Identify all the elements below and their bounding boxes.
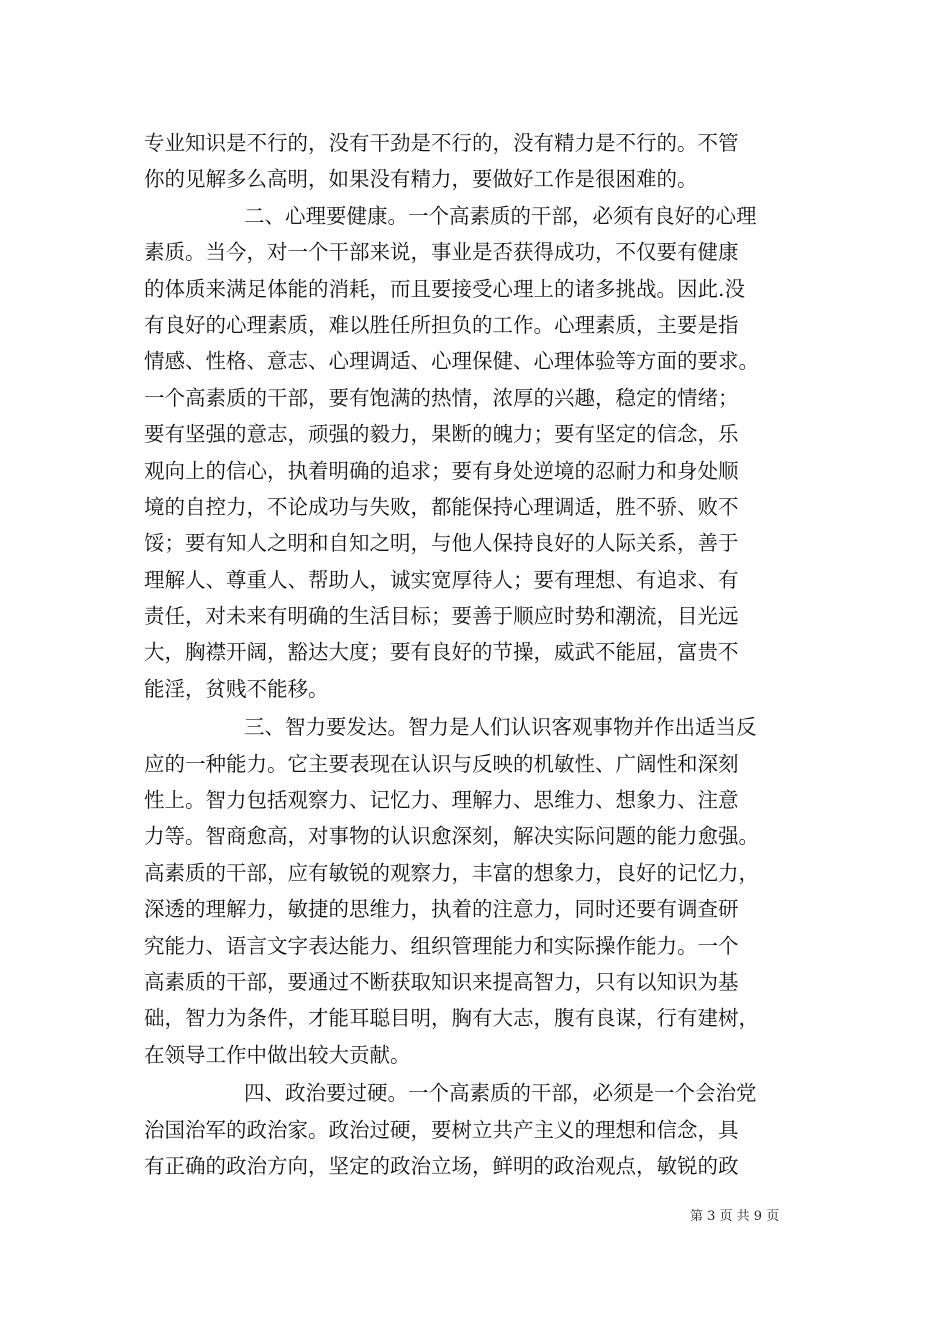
text-line: 要有坚强的意志，顽强的毅力，果断的魄力；要有坚定的信念，乐 [144, 422, 739, 447]
text-line: 理解人、尊重人、帮助人，诚实宽厚待人；要有理想、有追求、有 [144, 567, 739, 592]
text-line: 能淫，贫贱不能移。 [144, 676, 329, 701]
page-number: 第 3 页 共 9 页 [690, 1209, 780, 1224]
text-line: 治国治军的政治家。政治过硬，要树立共产主义的理想和信念，具 [144, 1117, 739, 1142]
section-heading-line: 二、心理要健康。一个高素质的干部，必须有良好的心理 [244, 203, 757, 228]
text-line: 专业知识是不行的，没有干劲是不行的，没有精力是不行的。不管 [144, 131, 739, 155]
text-line: 你的见解多么高明，如果没有精力，要做好工作是很困难的。 [144, 167, 698, 192]
text-line: 有良好的心理素质，难以胜任所担负的工作。心理素质，主要是指 [144, 312, 739, 337]
section-heading-line: 三、智力要发达。智力是人们认识客观事物并作出适当反 [244, 715, 757, 740]
text-line: 素质。当今，对一个干部来说，事业是否获得成功，不仅要有健康 [144, 240, 739, 265]
text-line: 情感、性格、意志、心理调适、心理保健、心理体验等方面的要求。 [144, 349, 759, 374]
text-line: 一个高素质的干部，要有饱满的热情，浓厚的兴趣，稳定的情绪； [144, 385, 739, 410]
text-line: 深透的理解力，敏捷的思维力，执着的注意力，同时还要有调查研 [144, 897, 739, 922]
text-line: 大，胸襟开阔，豁达大度；要有良好的节操，威武不能屈，富贵不 [144, 640, 739, 665]
text-line: 性上。智力包括观察力、记忆力、理解力、思维力、想象力、注意 [144, 788, 739, 813]
text-line: 责任，对未来有明确的生活目标；要善于顺应时势和潮流，目光远 [144, 604, 739, 629]
text-line: 观向上的信心，执着明确的追求；要有身处逆境的忍耐力和身处顺 [144, 458, 739, 483]
text-line: 究能力、语言文字表达能力、组织管理能力和实际操作能力。一个 [144, 933, 739, 958]
text-line: 境的自控力，不论成功与失败，都能保持心理调适，胜不骄、败不 [144, 494, 739, 519]
text-line: 在领导工作中做出较大贡献。 [144, 1042, 411, 1067]
body-text [144, 125, 812, 1184]
text-line: 有正确的政治方向，坚定的政治立场，鲜明的政治观点，敏锐的政 [144, 1153, 739, 1178]
section-heading-line: 四、政治要过硬。一个高素质的干部，必须是一个会治党 [244, 1081, 757, 1106]
text-line: 力等。智商愈高，对事物的认识愈深刻，解决实际问题的能力愈强。 [144, 824, 759, 849]
text-line: 高素质的干部，要通过不断获取知识来提高智力，只有以知识为基 [144, 969, 739, 994]
text-line: 础，智力为条件，才能耳聪目明，胸有大志，腹有良谋，行有建树， [144, 1006, 759, 1031]
text-line: 的体质来满足体能的消耗，而且要接受心理上的诸多挑战。因此.没 [144, 276, 746, 301]
text-line: 应的一种能力。它主要表现在认识与反映的机敏性、广阔性和深刻 [144, 751, 739, 776]
text-line: 馁；要有知人之明和自知之明，与他人保持良好的人际关系，善于 [144, 531, 739, 556]
text-line: 高素质的干部，应有敏锐的观察力，丰富的想象力，良好的记忆力， [144, 860, 759, 885]
